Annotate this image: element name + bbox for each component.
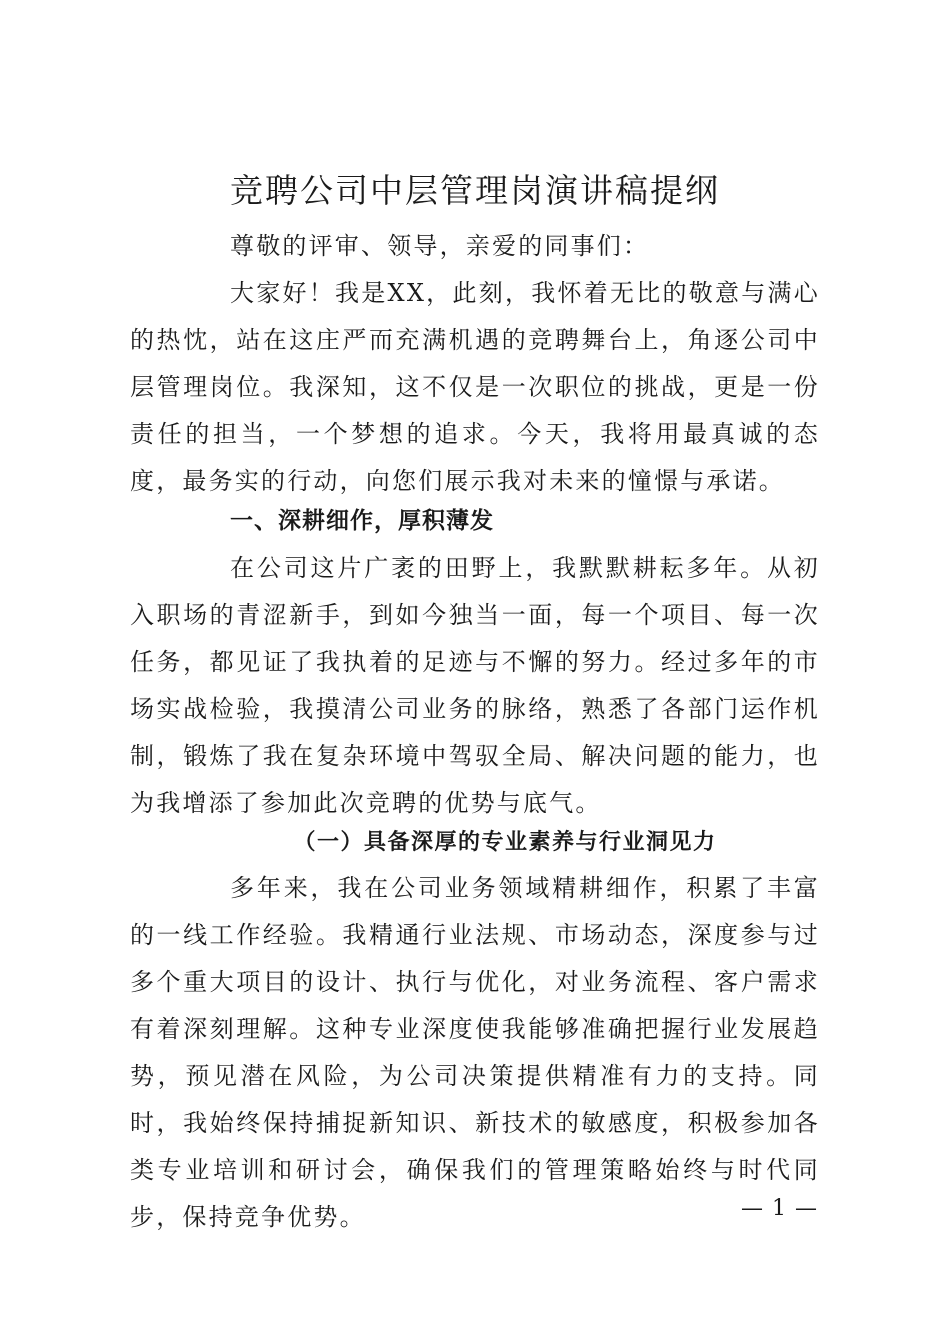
- intro-paragraph: 大家好！我是XX，此刻，我怀着无比的敬意与满心的热忱，站在这庄严而充满机遇的竞聘舞台上，角逐公司中层管理岗位。我深知，这不仅是一次职位的挑战，更是一份责任的担当，一个梦想的追求。今天，我将用最真诚的态度，最务实的行动，向您们展示我对未来的憧憬与承诺。: [130, 279, 820, 495]
- section-paragraph-1: 在公司这片广袤的田野上，我默默耕耘多年。从初入职场的青涩新手，到如今独当一面，每一个项目、每一次任务，都见证了我执着的足迹与不懈的努力。经过多年的市场实战检验，我摸清公司业务的脉络，熟悉了各部门运作机制，锻炼了我在复杂环境中驾驭全局、解决问题的能力，也为我增添了参加此次竞聘的优势与底气。: [130, 554, 820, 817]
- salutation: 尊敬的评审、领导，亲爱的同事们：: [230, 232, 650, 260]
- subsection-paragraph-1: 多年来，我在公司业务领域精耕细作，积累了丰富的一线工作经验。我精通行业法规、市场动态，深度参与过多个重大项目的设计、执行与优化，对业务流程、客户需求有着深刻理解。这种专业深度使我能够准确把握行业发展趋势，预见潜在风险，为公司决策提供精准有力的支持。同时，我始终保持捕捉新知识、新技术的敏感度，积极参加各类专业培训和研讨会，确保我们的管理策略始终与时代同步，保持竞争优势。: [130, 874, 820, 1231]
- section-heading-1: 一、深耕细作，厚积薄发: [230, 508, 494, 534]
- document-title: 竞聘公司中层管理岗演讲稿提纲: [230, 171, 720, 210]
- subsection-heading-1: （一）具备深厚的专业素养与行业洞见力: [293, 829, 717, 855]
- page-number: — 1 —: [741, 1196, 818, 1221]
